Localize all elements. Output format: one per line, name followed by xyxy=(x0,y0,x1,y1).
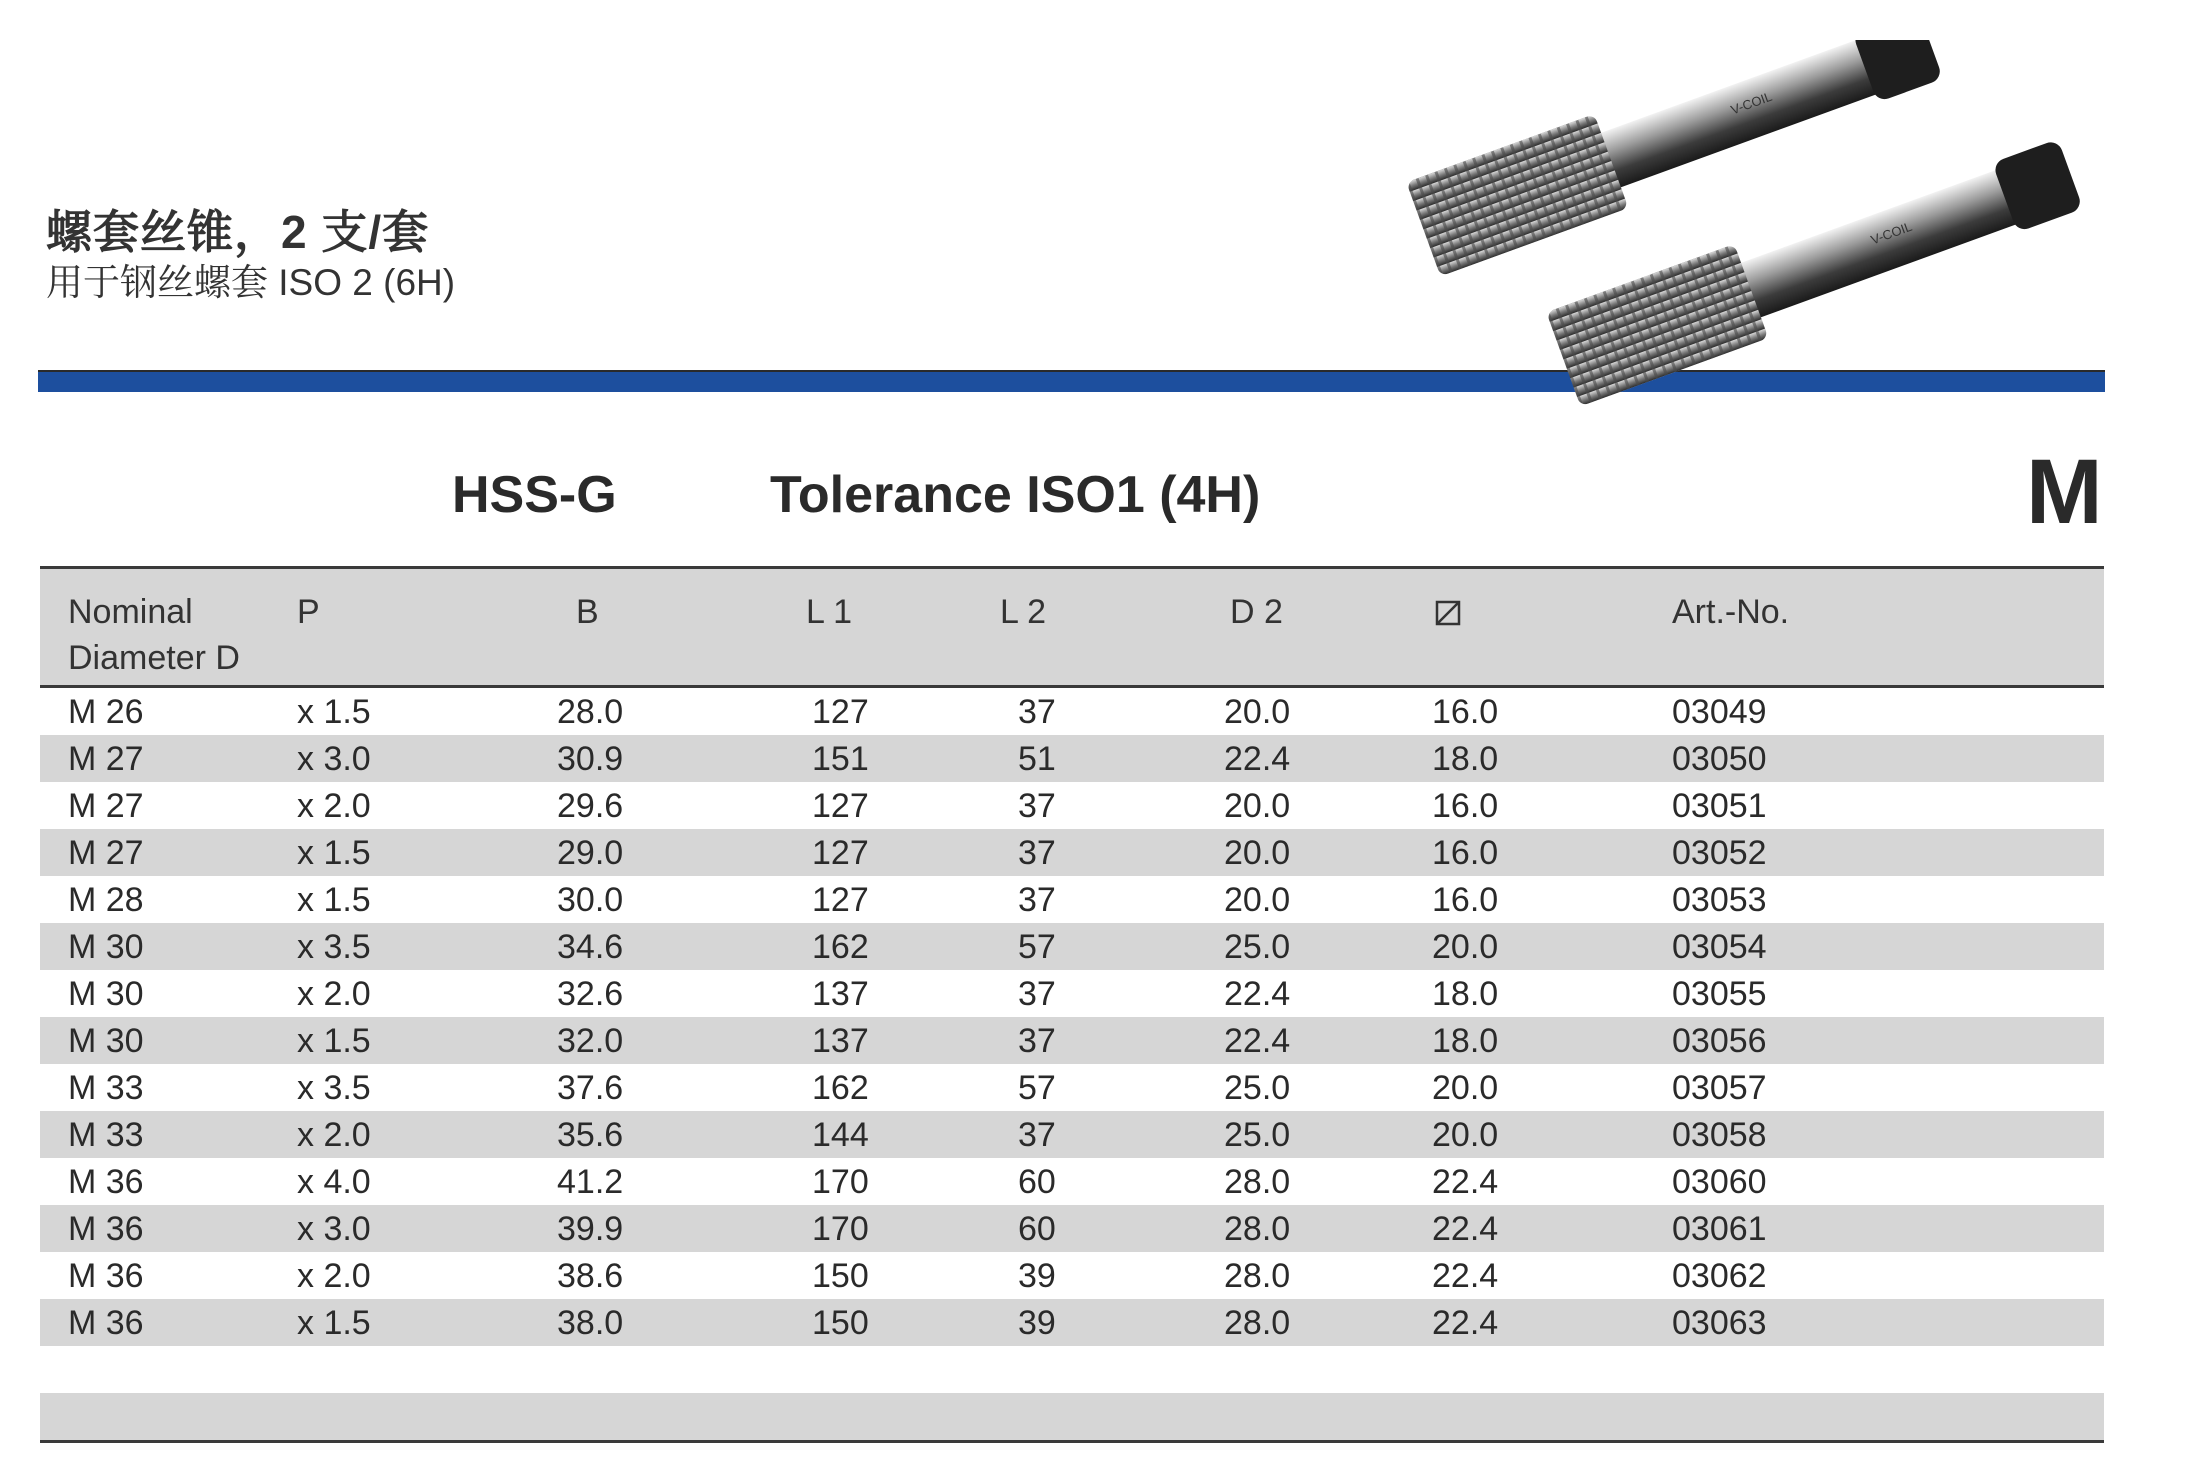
cell-square: 20.0 xyxy=(1432,1069,1499,1107)
tap-label: V-COIL xyxy=(1868,218,1914,248)
cell-art-no: 03054 xyxy=(1672,928,1767,966)
cell-square: 22.4 xyxy=(1432,1210,1499,1248)
header-b: B xyxy=(576,593,599,631)
cell-square: 22.4 xyxy=(1432,1163,1499,1201)
cell-l2: 37 xyxy=(1018,693,1056,731)
cell-b: 29.6 xyxy=(557,787,624,825)
table-row xyxy=(40,1064,2104,1111)
title-block xyxy=(46,204,455,306)
cell-pitch: x 2.0 xyxy=(297,1116,371,1154)
cell-l2: 51 xyxy=(1018,740,1056,778)
cell-b: 30.9 xyxy=(557,740,624,778)
cell-l1: 170 xyxy=(812,1210,869,1248)
table-bottom-line xyxy=(40,1440,2104,1443)
cell-d2: 28.0 xyxy=(1224,1257,1291,1295)
table-row xyxy=(40,735,2104,782)
cell-nominal-diameter: M 27 xyxy=(68,834,144,872)
cell-b: 35.6 xyxy=(557,1116,624,1154)
material-label: HSS-G xyxy=(452,466,617,524)
cell-pitch: x 2.0 xyxy=(297,975,371,1013)
cell-d2: 22.4 xyxy=(1224,740,1291,778)
cell-l1: 162 xyxy=(812,1069,869,1107)
cell-art-no: 03061 xyxy=(1672,1210,1767,1248)
cell-l2: 57 xyxy=(1018,928,1056,966)
cell-art-no: 03055 xyxy=(1672,975,1767,1013)
cell-l2: 60 xyxy=(1018,1210,1056,1248)
cell-b: 30.0 xyxy=(557,881,624,919)
cell-l1: 144 xyxy=(812,1116,869,1154)
cell-pitch: x 2.0 xyxy=(297,1257,371,1295)
cell-d2: 20.0 xyxy=(1224,834,1291,872)
table-header xyxy=(40,566,2104,688)
table-row xyxy=(40,782,2104,829)
table-row xyxy=(40,1111,2104,1158)
cell-nominal-diameter: M 30 xyxy=(68,1022,144,1060)
cell-pitch: x 1.5 xyxy=(297,1022,371,1060)
cell-nominal-diameter: M 33 xyxy=(68,1069,144,1107)
table-row xyxy=(40,1017,2104,1064)
header-pitch: P xyxy=(297,593,320,631)
table-row xyxy=(40,1158,2104,1205)
cell-d2: 25.0 xyxy=(1224,1116,1291,1154)
cell-art-no: 03049 xyxy=(1672,693,1767,731)
cell-pitch: x 4.0 xyxy=(297,1163,371,1201)
cell-l1: 127 xyxy=(812,787,869,825)
header-l1: L 1 xyxy=(806,593,853,631)
table-row xyxy=(40,1299,2104,1346)
cell-d2: 22.4 xyxy=(1224,975,1291,1013)
section-letter: M xyxy=(2026,441,2103,543)
table-row xyxy=(40,970,2104,1017)
tolerance-label: Tolerance ISO1 (4H) xyxy=(770,466,1261,524)
cell-pitch: x 3.5 xyxy=(297,928,371,966)
cell-nominal-diameter: M 36 xyxy=(68,1257,144,1295)
cell-l1: 137 xyxy=(812,1022,869,1060)
table-body xyxy=(40,688,2104,1346)
cell-art-no: 03051 xyxy=(1672,787,1767,825)
cell-nominal-diameter: M 36 xyxy=(68,1210,144,1248)
cell-square: 20.0 xyxy=(1432,1116,1499,1154)
table-row xyxy=(40,688,2104,735)
cell-l1: 150 xyxy=(812,1304,869,1342)
cell-square: 18.0 xyxy=(1432,1022,1499,1060)
cell-square: 18.0 xyxy=(1432,975,1499,1013)
cell-art-no: 03050 xyxy=(1672,740,1767,778)
table-row xyxy=(40,1252,2104,1299)
cell-art-no: 03062 xyxy=(1672,1257,1767,1295)
cell-square: 22.4 xyxy=(1432,1304,1499,1342)
cell-l2: 57 xyxy=(1018,1069,1056,1107)
cell-nominal-diameter: M 30 xyxy=(68,928,144,966)
table-row xyxy=(40,923,2104,970)
header-l2: L 2 xyxy=(1000,593,1047,631)
cell-nominal-diameter: M 27 xyxy=(68,787,144,825)
cell-square: 22.4 xyxy=(1432,1257,1499,1295)
cell-pitch: x 3.5 xyxy=(297,1069,371,1107)
cell-d2: 25.0 xyxy=(1224,1069,1291,1107)
cell-d2: 20.0 xyxy=(1224,693,1291,731)
cell-l1: 137 xyxy=(812,975,869,1013)
cell-pitch: x 1.5 xyxy=(297,834,371,872)
cell-art-no: 03052 xyxy=(1672,834,1767,872)
cell-b: 29.0 xyxy=(557,834,624,872)
cell-art-no: 03063 xyxy=(1672,1304,1767,1342)
cell-art-no: 03060 xyxy=(1672,1163,1767,1201)
cell-b: 38.0 xyxy=(557,1304,624,1342)
cell-l2: 37 xyxy=(1018,881,1056,919)
cell-d2: 28.0 xyxy=(1224,1210,1291,1248)
cell-nominal-diameter: M 28 xyxy=(68,881,144,919)
cell-pitch: x 1.5 xyxy=(297,693,371,731)
cell-square: 16.0 xyxy=(1432,787,1499,825)
cell-l2: 60 xyxy=(1018,1163,1056,1201)
cell-square: 16.0 xyxy=(1432,693,1499,731)
cell-square: 20.0 xyxy=(1432,928,1499,966)
cell-l2: 39 xyxy=(1018,1304,1056,1342)
cell-l1: 151 xyxy=(812,740,869,778)
cell-pitch: x 1.5 xyxy=(297,1304,371,1342)
page-title: 螺套丝锥，2 支/套 xyxy=(46,206,430,258)
cell-b: 32.0 xyxy=(557,1022,624,1060)
cell-l2: 37 xyxy=(1018,975,1056,1013)
cell-b: 37.6 xyxy=(557,1069,624,1107)
table-row xyxy=(40,1205,2104,1252)
cell-b: 32.6 xyxy=(557,975,624,1013)
cell-l1: 127 xyxy=(812,834,869,872)
cell-d2: 25.0 xyxy=(1224,928,1291,966)
table-row xyxy=(40,876,2104,923)
cell-nominal-diameter: M 27 xyxy=(68,740,144,778)
page-subtitle: 用于钢丝螺套 ISO 2 (6H) xyxy=(46,262,456,303)
empty-row xyxy=(40,1346,2104,1393)
cell-b: 41.2 xyxy=(557,1163,624,1201)
cell-nominal-diameter: M 33 xyxy=(68,1116,144,1154)
cell-square: 16.0 xyxy=(1432,881,1499,919)
cell-pitch: x 1.5 xyxy=(297,881,371,919)
cell-art-no: 03056 xyxy=(1672,1022,1767,1060)
header-art-no: Art.-No. xyxy=(1672,593,1790,631)
cell-b: 28.0 xyxy=(557,693,624,731)
cell-l1: 170 xyxy=(812,1163,869,1201)
cell-d2: 20.0 xyxy=(1224,787,1291,825)
cell-b: 39.9 xyxy=(557,1210,624,1248)
cell-nominal-diameter: M 26 xyxy=(68,693,144,731)
cell-square: 16.0 xyxy=(1432,834,1499,872)
cell-l1: 127 xyxy=(812,881,869,919)
cell-square: 18.0 xyxy=(1432,740,1499,778)
spec-table xyxy=(40,566,2104,1443)
cell-l2: 39 xyxy=(1018,1257,1056,1295)
square-shank-icon xyxy=(1434,593,1464,639)
cell-d2: 20.0 xyxy=(1224,881,1291,919)
empty-row xyxy=(40,1393,2104,1440)
cell-nominal-diameter: M 30 xyxy=(68,975,144,1013)
header-d2: D 2 xyxy=(1230,593,1283,631)
cell-pitch: x 2.0 xyxy=(297,787,371,825)
cell-d2: 22.4 xyxy=(1224,1022,1291,1060)
cell-art-no: 03058 xyxy=(1672,1116,1767,1154)
cell-l2: 37 xyxy=(1018,1116,1056,1154)
tap-label: V-COIL xyxy=(1728,88,1774,118)
cell-nominal-diameter: M 36 xyxy=(68,1163,144,1201)
cell-d2: 28.0 xyxy=(1224,1304,1291,1342)
header-nominal-diameter: Nominal Diameter D xyxy=(68,593,240,677)
cell-nominal-diameter: M 36 xyxy=(68,1304,144,1342)
cell-pitch: x 3.0 xyxy=(297,1210,371,1248)
cell-art-no: 03053 xyxy=(1672,881,1767,919)
cell-art-no: 03057 xyxy=(1672,1069,1767,1107)
cell-l1: 162 xyxy=(812,928,869,966)
cell-d2: 28.0 xyxy=(1224,1163,1291,1201)
table-row xyxy=(40,829,2104,876)
cell-l2: 37 xyxy=(1018,1022,1056,1060)
cell-l2: 37 xyxy=(1018,787,1056,825)
cell-l1: 127 xyxy=(812,693,869,731)
tap-pair-image xyxy=(1400,40,2120,460)
cell-b: 34.6 xyxy=(557,928,624,966)
cell-pitch: x 3.0 xyxy=(297,740,371,778)
cell-l1: 150 xyxy=(812,1257,869,1295)
cell-l2: 37 xyxy=(1018,834,1056,872)
cell-b: 38.6 xyxy=(557,1257,624,1295)
